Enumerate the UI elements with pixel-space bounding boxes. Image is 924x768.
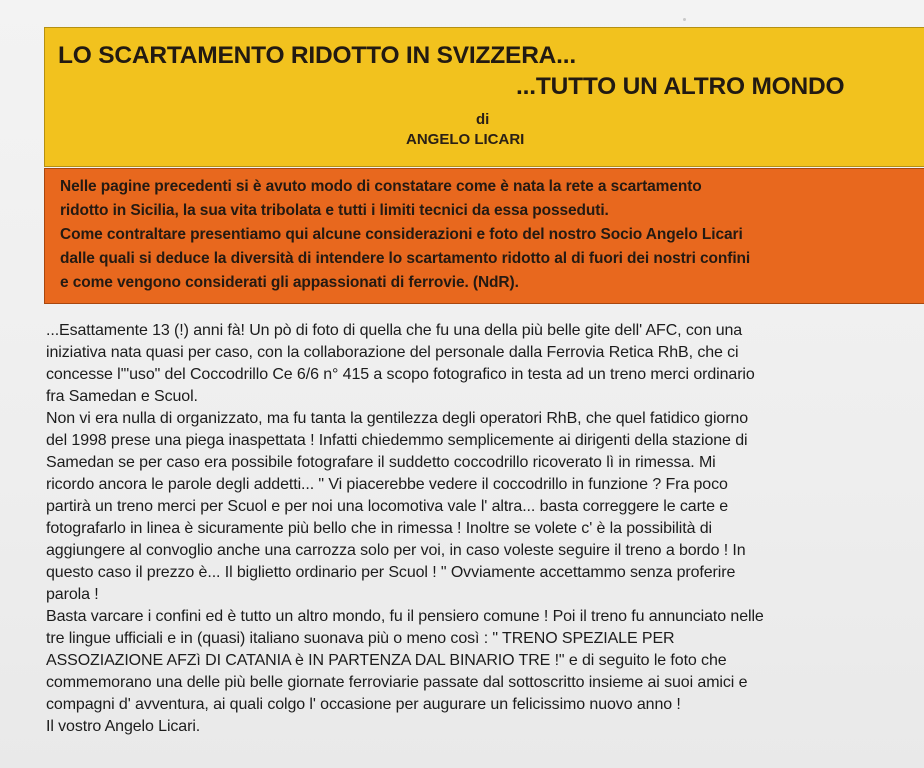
article-body-line: commemorano una delle più belle giornate ferroviarie passate dal sottoscritto insieme ai suoi amici e (46, 674, 748, 691)
article-body-line: ASSOZIAZIONE AFZì DI CATANIA è IN PARTENZA DAL BINARIO TRE !" e di seguito le foto che (46, 652, 727, 669)
article-body-line: Samedan se per caso era possibile fotografare il suddetto coccodrillo ricoverato lì in rimessa. Mi (46, 454, 716, 471)
intro-line: Come contraltare presentiamo qui alcune considerazioni e foto del nostro Socio Angelo Licari (60, 226, 743, 243)
article-body-line: questo caso il prezzo è... Il biglietto ordinario per Scuol ! " Ovviamente accettammo senza proferire (46, 564, 736, 581)
intro-line: Nelle pagine precedenti si è avuto modo di constatare come è nata la rete a scartamento (60, 178, 702, 195)
article-title-line-1: LO SCARTAMENTO RIDOTTO IN SVIZZERA... (58, 42, 576, 69)
article-body-line: ricordo ancora le parole degli addetti... " Vi piacerebbe vedere il coccodrillo in funzione ? Fra poco (46, 476, 728, 493)
article-signature: Il vostro Angelo Licari. (46, 718, 201, 735)
article-body-line: Non vi era nulla di organizzato, ma fu tanta la gentilezza degli operatori RhB, che quel fatidico giorno (46, 410, 749, 427)
intro-line: dalle quali si deduce la diversità di intendere lo scartamento ridotto al di fuori dei nostri confini (60, 250, 751, 267)
intro-line: ridotto in Sicilia, la sua vita tribolata e tutti i limiti tecnici da essa posseduti. (60, 202, 609, 219)
article-body-line: fra Samedan e Scuol. (46, 388, 198, 405)
article-body-line: del 1998 prese una piega inaspettata ! Infatti chiedemmo semplicemente ai dirigenti della stazione di (46, 432, 748, 449)
article-body-line: concesse l'"uso" del Coccodrillo Ce 6/6 n° 415 a scopo fotografico in testa ad un treno merci ordinario (46, 366, 755, 383)
article-body-line: tre lingue ufficiali e in (quasi) italiano suonava più o meno così : " TRENO SPEZIALE PER (46, 630, 675, 647)
article-body-line: aggiungere al convoglio anche una carrozza solo per voi, in caso voleste seguire il treno a bordo ! In (46, 542, 746, 559)
article-body-line: iniziativa nata quasi per caso, con la collaborazione del personale dalla Ferrovia Retica RhB, che ci (46, 344, 739, 361)
byline-prefix: di (476, 111, 490, 128)
article-body-line: Basta varcare i confini ed è tutto un altro mondo, fu il pensiero comune ! Poi il treno fu annunciato nelle (46, 608, 764, 625)
article-body-line: fotografarlo in linea è sicuramente più bello che in rimessa ! Inoltre se volete c' è la possibilità di (46, 520, 712, 537)
article-title-line-2: ...TUTTO UN ALTRO MONDO (516, 73, 845, 100)
article-body-line: ...Esattamente 13 (!) anni fà! Un pò di foto di quella che fu una della più belle gite dell' AFC, con una (46, 322, 743, 339)
article-body-line: parola ! (46, 586, 99, 603)
intro-line: e come vengono considerati gli appassionati di ferrovie. (NdR). (60, 274, 519, 291)
article-body-line: partirà un treno merci per Scuol e per noi una locomotiva vale l' altra... basta correggere le carte e (46, 498, 729, 515)
author-name: ANGELO LICARI (406, 131, 525, 148)
article-body-line: compagni d' avventura, ai quali colgo l' occasione per augurare un felicissimo nuovo anno ! (46, 696, 681, 713)
scan-speck (683, 18, 686, 21)
